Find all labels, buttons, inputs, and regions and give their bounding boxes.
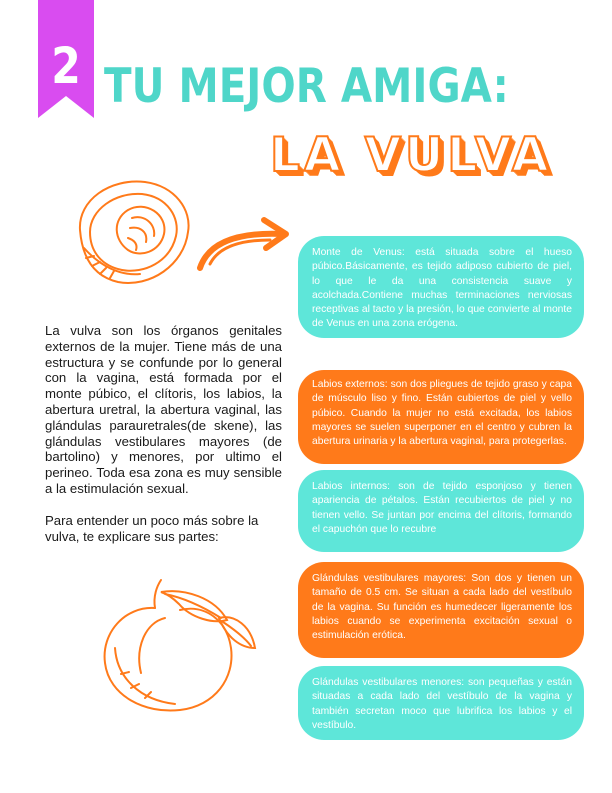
part-card-labios-internos [298, 470, 584, 552]
intro-paragraph: Para entender un poco más sobre la vulva, te explicare sus partes: [45, 512, 259, 544]
curved-arrow-icon [190, 212, 295, 272]
part-card-labios-externos [298, 370, 584, 464]
part-card-text: Glándulas vestibulares menores: son pequeñas y están situadas a cada lado del vestíbulo de la vagina y también secretan moco que lubrifica los labios y el vestíbulo. [312, 677, 572, 731]
peach-whole-illustration [95, 578, 260, 718]
part-card-text: Labios externos: son dos pliegues de tejido graso y capa de músculo liso y fino. Están cubiertos de piel y vello púbico. Cuando la mujer no está excitada, los labios mayores se suelen superponer en el centro y cubren la abertura urinaria y la abertura vaginal, para protegerlas. [312, 379, 572, 448]
part-card-glandulas-mayores [298, 562, 584, 658]
page-title: TU MEJOR AMIGA: [104, 59, 509, 114]
peach-half-illustration [70, 170, 195, 295]
part-card-text: Labios internos: son de tejido esponjoso y tienen apariencia de pétalos. Están recubiertos de piel y no tienen vello. Se juntan por encima del clítoris, formando el capuchón que lo recubre [312, 481, 572, 535]
part-card-glandulas-menores [298, 666, 584, 740]
chapter-number: 2 [51, 37, 81, 95]
intro-paragraph: La vulva son los órganos genitales externos de la mujer. Tiene más de una estructura y se confunde por lo general con la vagina, está formada por el monte púbico, el clítoris, los labios, la abertura uretral, la abertura vaginal, las glándulas parauretrales(de skene), las glándulas vestibulares mayores (de bartolino) y menores, por ultimo el perineo. Toda esa zona es muy sensible a la estimulación sexual. [45, 323, 282, 496]
intro-text [45, 323, 282, 544]
page-subtitle: LA VULVA [270, 128, 553, 183]
part-card-text: Glándulas vestibulares mayores: Son dos y tienen un tamaño de 0.5 cm. Se situan a cada lado del vestíbulo de la vagina. Su función es humedecer ligeramente los labios cuando se experimenta excitación sexual o estimulación erótica. [312, 573, 572, 642]
part-card-monte-de-venus [298, 236, 584, 338]
part-card-text: Monte de Venus: está situada sobre el hueso púbico.Básicamente, es tejido adiposo cubierto de piel, lo que le da una consistencia suave y acolchada.Contiene muchas terminaciones nerviosas receptivas al tacto y la presión, lo que convierte al monte de Venus en una zona erógena. [312, 247, 572, 330]
